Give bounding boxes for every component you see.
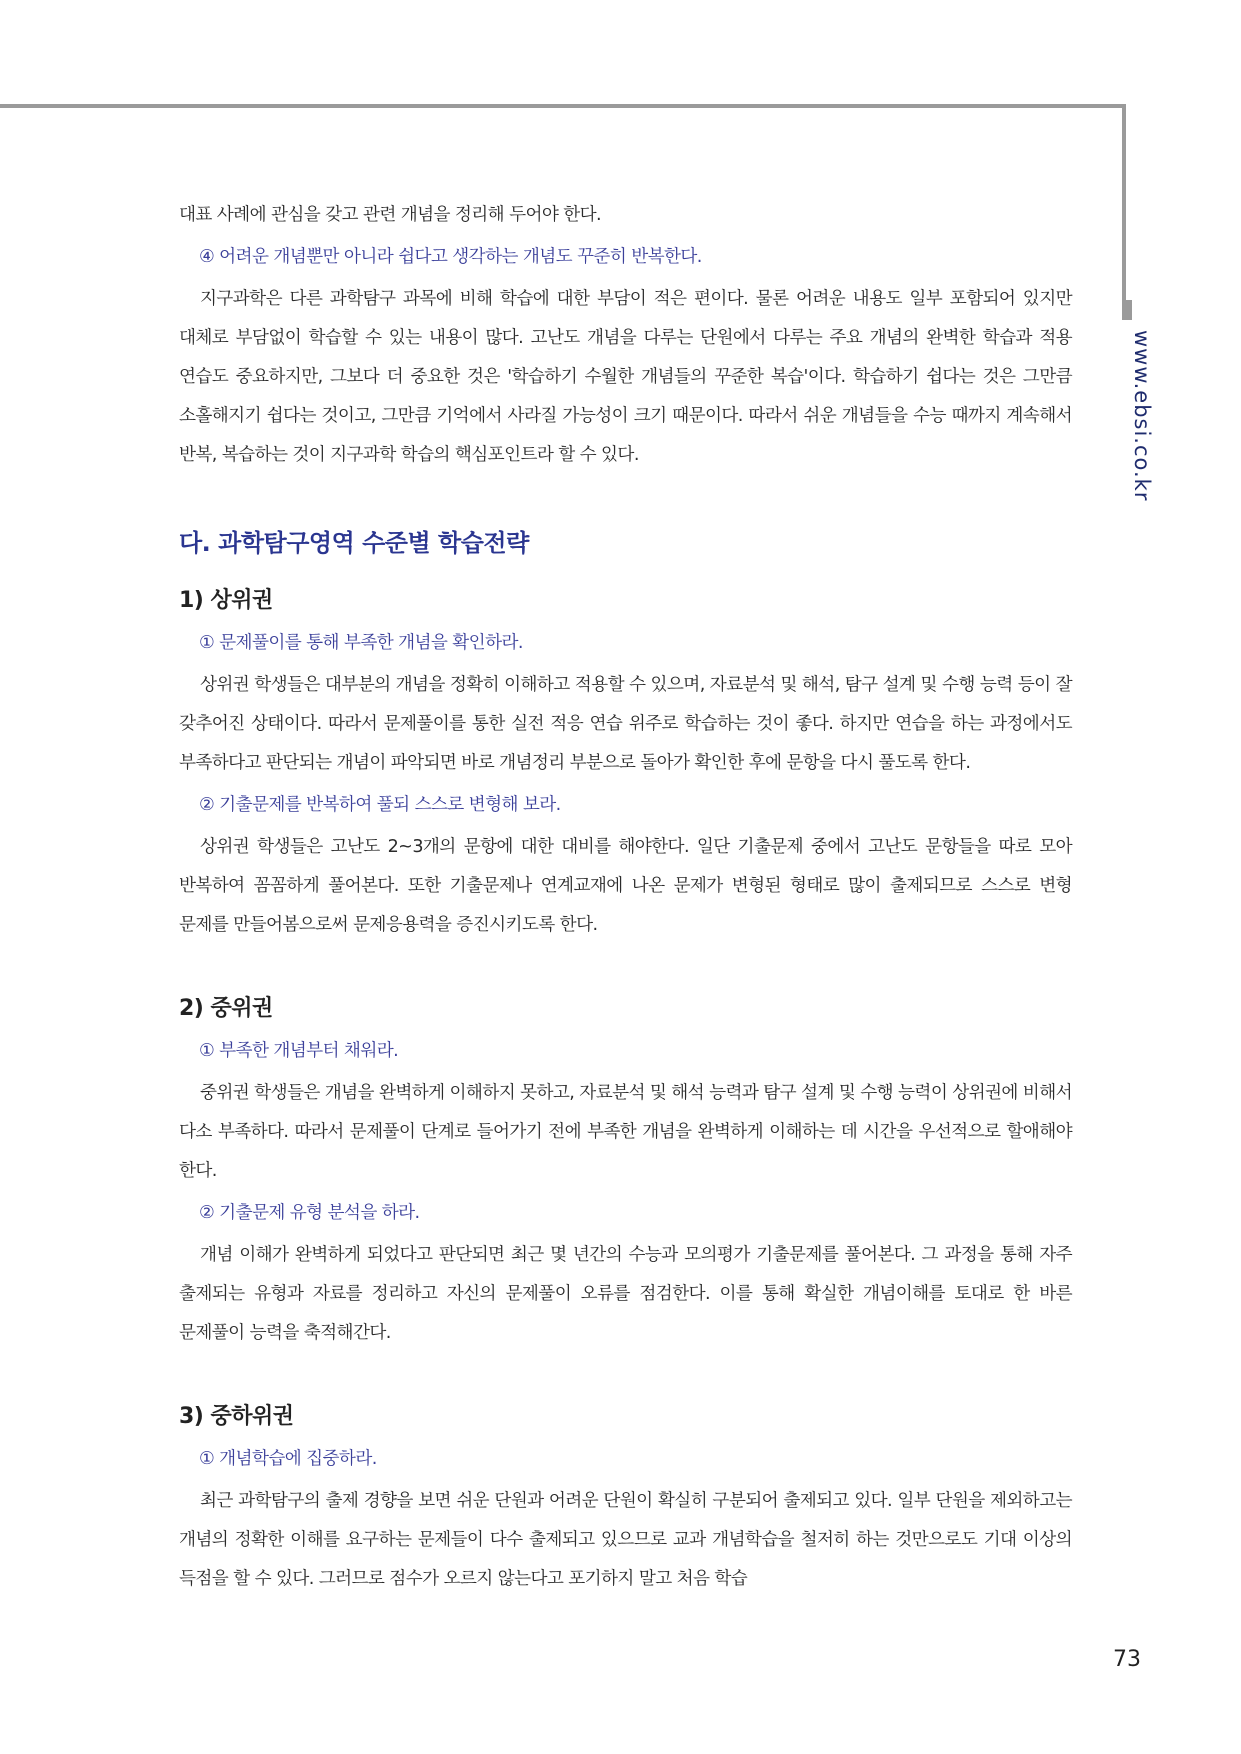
middle-item2-body: 개념 이해가 완벽하게 되었다고 판단되면 최근 몇 년간의 수능과 모의평가 기출문제를 풀어본다. 그 과정을 통해 자주 출제되는 유형과 자료를 정리하고 자신의 문제풀이 오류를 점검한다. 이를 통해 확실한 개념이해를 토대로 한 바른 문제풀이 능력을 축적해간다. (179, 1245, 1072, 1343)
page-number: 73 (1113, 1647, 1141, 1672)
page-frame-right-line (1122, 104, 1126, 300)
page-frame-tab (1122, 300, 1132, 320)
level-heading-middle: 2) 중위권 (179, 996, 273, 1021)
section-title: 다. 과학탐구영역 수준별 학습전략 (179, 529, 529, 557)
lower-item1-body: 최근 과학탐구의 출제 경향을 보면 쉬운 단원과 어려운 단원이 확실히 구분되어 출제되고 있다. 일부 단원을 제외하고는 개념의 정확한 이해를 요구하는 문제들이 다수 출제되고 있으므로 교과 개념학습을 철저히 하는 것만으로도 기대 이상의 득점을 할 수 있다. 그러므로 점수가 오르지 않는다고 포기하지 말고 처음 학습 (179, 1491, 1072, 1589)
intro-item4-body: 지구과학은 다른 과학탐구 과목에 비해 학습에 대한 부담이 적은 편이다. 물론 어려운 내용도 일부 포함되어 있지만 대체로 부담없이 학습할 수 있는 내용이 많다. 고난도 개념을 다루는 단원에서 다루는 주요 개념의 완벽한 학습과 적용 연습도 중요하지만, 그보다 더 중요한 것은 '학습하기 수월한 개념들의 꾸준한 복습'이다. 학습하기 쉽다는 것은 그만큼 소홀해지기 쉽다는 것이고, 그만큼 기억에서 사라질 가능성이 크기 때문이다. 따라서 쉬운 개념들을 수능 때까지 계속해서 반복, 복습하는 것이 지구과학 학습의 핵심포인트라 할 수 있다. (179, 289, 1072, 465)
level-heading-upper: 1) 상위권 (179, 588, 273, 613)
level-heading-lower-middle: 3) 중하위권 (179, 1404, 294, 1429)
upper-item1-body: 상위권 학생들은 대부분의 개념을 정확히 이해하고 적용할 수 있으며, 자료분석 및 해석, 탐구 설계 및 수행 능력 등이 잘 갖추어진 상태이다. 따라서 문제풀이를 통한 실전 적응 연습 위주로 학습하는 것이 좋다. 하지만 연습을 하는 과정에서도 부족하다고 판단되는 개념이 파악되면 바로 개념정리 부분으로 돌아가 확인한 후에 문항을 다시 풀도록 한다. (179, 675, 1072, 773)
intro-item4-title: ④ 어려운 개념뿐만 아니라 쉽다고 생각하는 개념도 꾸준히 반복한다. (199, 247, 702, 267)
upper-item2-title: ② 기출문제를 반복하여 풀되 스스로 변형해 보라. (199, 795, 561, 815)
upper-item1-title: ① 문제풀이를 통해 부족한 개념을 확인하라. (199, 633, 523, 653)
side-website-url[interactable]: www.ebsi.co.kr (1130, 330, 1154, 502)
middle-item2-title: ② 기출문제 유형 분석을 하라. (199, 1203, 420, 1223)
middle-item1-body: 중위권 학생들은 개념을 완벽하게 이해하지 못하고, 자료분석 및 해석 능력과 탐구 설계 및 수행 능력이 상위권에 비해서 다소 부족하다. 따라서 문제풀이 단계로 들어가기 전에 부족한 개념을 완벽하게 이해하는 데 시간을 우선적으로 할애해야 한다. (179, 1083, 1072, 1181)
page-frame-top-line (0, 104, 1126, 108)
lower-item1-title: ① 개념학습에 집중하라. (199, 1449, 377, 1469)
middle-item1-title: ① 부족한 개념부터 채워라. (199, 1041, 399, 1061)
intro-continuation: 대표 사례에 관심을 갖고 관련 개념을 정리해 두어야 한다. (179, 205, 602, 225)
upper-item2-body: 상위권 학생들은 고난도 2~3개의 문항에 대한 대비를 해야한다. 일단 기출문제 중에서 고난도 문항들을 따로 모아 반복하여 꼼꼼하게 풀어본다. 또한 기출문제나 연계교재에 나온 문제가 변형된 형태로 많이 출제되므로 스스로 변형 문제를 만들어봄으로써 문제응용력을 증진시키도록 한다. (179, 837, 1072, 935)
page-content (179, 196, 1072, 1599)
